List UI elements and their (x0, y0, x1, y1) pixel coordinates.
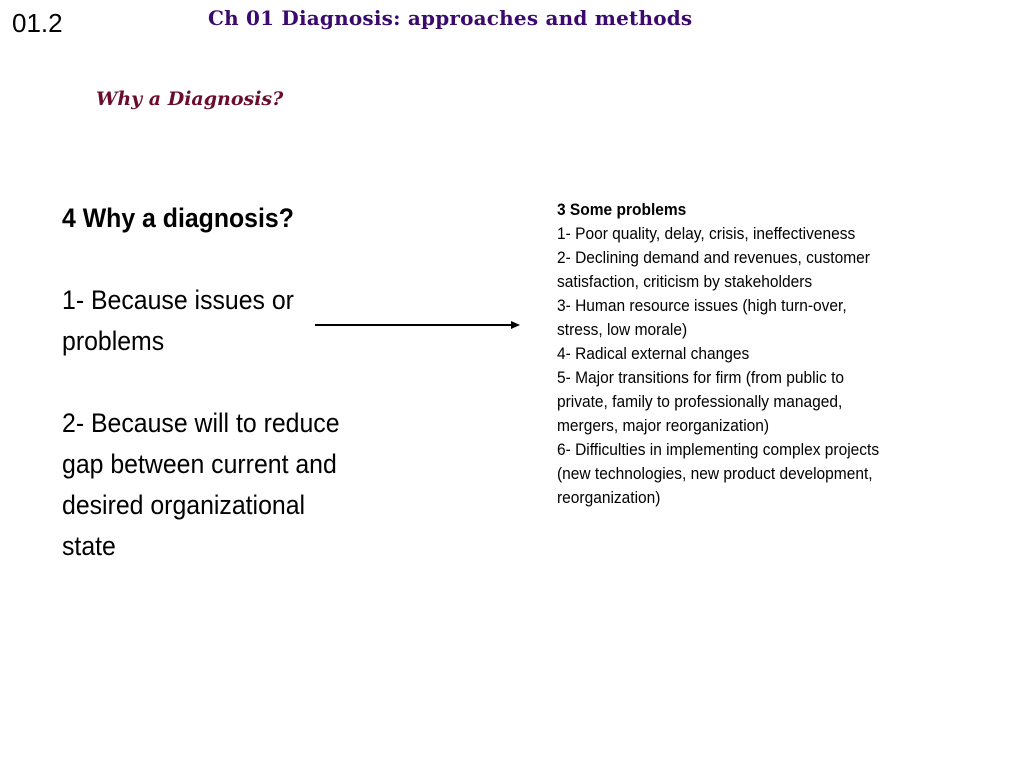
right-column (557, 198, 895, 510)
slide-subtitle: Why a Diagnosis? (96, 88, 284, 110)
problem-item-2: 2- Declining demand and revenues, customer satisfaction, criticism by stakeholders (557, 249, 870, 291)
left-heading: 4 Why a diagnosis? (62, 203, 294, 233)
problem-item-4: 4- Radical external changes (557, 345, 750, 363)
right-heading: 3 Some problems (557, 201, 687, 219)
slide-number: 01.2 (12, 8, 63, 38)
chapter-title: Ch 01 Diagnosis: approaches and methods (208, 6, 693, 30)
left-column (62, 198, 366, 567)
problem-item-1: 1- Poor quality, delay, crisis, ineffectiveness (557, 225, 856, 243)
problem-item-6: 6- Difficulties in implementing complex projects (new technologies, new product development, reorganization) (557, 441, 880, 507)
left-point-2: 2- Because will to reduce gap between current and desired organizational state (62, 408, 340, 561)
problem-item-3: 3- Human resource issues (high turn-over, stress, low morale) (557, 297, 847, 339)
problem-item-5: 5- Major transitions for firm (from public to private, family to professionally managed, mergers, major reorganization) (557, 369, 845, 435)
arrow-right-icon (315, 318, 520, 332)
left-point-1: 1- Because issues or problems (62, 285, 294, 356)
